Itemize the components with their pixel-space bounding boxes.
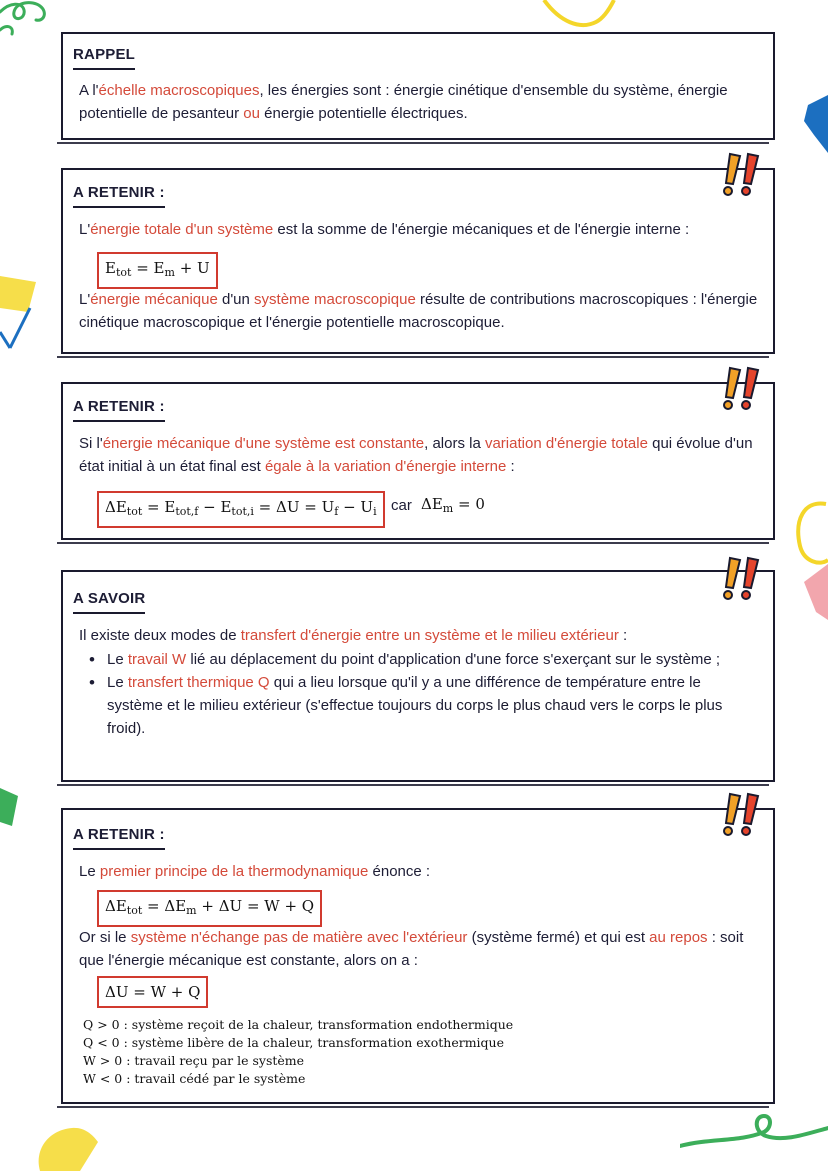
savoir-card	[61, 570, 775, 782]
text: L'	[79, 221, 91, 238]
yellow-shape-left-mid	[0, 272, 40, 352]
green-shape-left	[0, 782, 20, 832]
alert-double-exclamation-icon	[716, 366, 766, 412]
card-body	[79, 79, 749, 125]
text: Le	[107, 651, 128, 668]
card-paragraph-1	[79, 860, 759, 883]
alert-double-exclamation-icon	[716, 152, 766, 198]
text: Le	[79, 863, 100, 880]
rappel-card	[61, 32, 775, 140]
text: d'un	[217, 291, 255, 308]
highlight-text: énergie mécanique	[90, 291, 218, 308]
text: , alors la	[424, 435, 485, 452]
highlight-text: transfert thermique Q	[127, 674, 270, 691]
text: Il existe deux modes de	[79, 627, 241, 644]
text: L'	[79, 291, 91, 308]
text: Si l'	[79, 435, 103, 452]
energy-variation-formula: $\Delta E_{tot} = E_{tot,f} - E_{tot,i} = \Delta U = U_f - U_i$	[97, 491, 385, 528]
text: résulte de contributions macroscopiques : l'énergie cinétique macroscopique et l'énergie potentielle macroscopique.	[79, 291, 758, 331]
highlight-text: transfert d'énergie entre un système et le milieu extérieur	[240, 627, 619, 644]
transfer-list	[79, 648, 749, 740]
text: qui a lieu lorsque qu'il y a une différence de température entre le système et le milieu extérieur (s'effectue toujours du	[107, 674, 701, 714]
highlight-text: système n'échange pas de matière avec l'extérieur	[130, 929, 468, 946]
first-principle-formula: $\Delta E_{tot} = \Delta E_m + \Delta U = W + Q$	[97, 890, 322, 927]
yellow-pink-shape-right	[790, 500, 828, 620]
highlight-text: variation d'énergie totale	[484, 435, 648, 452]
card-intro	[79, 624, 759, 647]
yellow-shape-top	[540, 0, 620, 30]
text: qui évolue d'un état initial à un état final est	[79, 435, 753, 475]
text: lié au déplacement du point d'application d'une force s'exerçant sur le système ;	[186, 651, 721, 668]
green-squiggle-top-left	[0, 0, 60, 45]
retenir-card-2	[61, 382, 775, 540]
note-line: W > 0 : travail reçu par le système	[83, 1053, 305, 1068]
list-item	[79, 671, 749, 740]
sign-conventions	[83, 1016, 743, 1088]
highlight-text: premier principe de la thermodynamique	[99, 863, 369, 880]
card-heading: RAPPEL	[73, 46, 135, 67]
green-squiggle-bottom-right	[680, 1108, 828, 1158]
retenir-card-3	[61, 808, 775, 1104]
text: :	[618, 627, 628, 644]
yellow-shape-bottom-left	[20, 1120, 100, 1171]
highlight-text: échelle macroscopiques	[98, 82, 260, 99]
text: corps le plus chaud vers le corps le plus froid	[107, 697, 723, 737]
note-line: Q > 0 : système reçoit de la chaleur, transformation endothermique	[83, 1017, 514, 1032]
text: : soit que l'énergie mécanique est constante, alors on a :	[79, 929, 744, 969]
text: Le	[107, 674, 128, 691]
card-paragraph-1	[79, 218, 759, 241]
total-energy-formula: $E_{tot} = E_m + U$	[97, 252, 218, 289]
text: est la somme de l'énergie mécaniques et de l'énergie interne :	[273, 221, 690, 238]
text: énergie potentielle électriques.	[259, 105, 468, 122]
text: énonce :	[368, 863, 431, 880]
highlight-text: énergie totale d'un système	[90, 221, 274, 238]
text: Or si le	[79, 929, 131, 946]
retenir-card-1	[61, 168, 775, 354]
card-paragraph-2	[79, 926, 759, 972]
car-text: car	[391, 497, 412, 514]
text: ).	[136, 720, 146, 737]
card-heading: A RETENIR :	[73, 184, 165, 205]
note-line: W < 0 : travail cédé par le système	[83, 1071, 306, 1086]
card-heading: A RETENIR :	[73, 826, 165, 847]
text: A l'	[79, 82, 99, 99]
card-heading: A SAVOIR	[73, 590, 145, 611]
card-heading: A RETENIR :	[73, 398, 165, 419]
text: :	[506, 458, 515, 475]
alert-double-exclamation-icon	[716, 792, 766, 838]
card-paragraph	[79, 432, 759, 478]
highlight-text: énergie mécanique d'une système est constante	[102, 435, 425, 452]
highlight-text: système macroscopique	[254, 291, 416, 308]
text: (système fermé) et qui est	[467, 929, 650, 946]
highlight-text: travail W	[127, 651, 187, 668]
closed-system-formula: ΔU = W + Q	[97, 976, 208, 1008]
note-line: Q < 0 : système libère de la chaleur, transformation exothermique	[83, 1035, 504, 1050]
highlight-text: au repos	[649, 929, 708, 946]
highlight-text: égale à la variation d'énergie interne	[264, 458, 507, 475]
blue-shape-right-top	[800, 95, 828, 155]
highlight-text: ou	[243, 105, 260, 122]
mechanical-constant-condition: $\Delta E_m = 0$	[421, 495, 485, 515]
list-item	[79, 648, 749, 671]
card-paragraph-2	[79, 288, 769, 334]
alert-double-exclamation-icon	[716, 556, 766, 602]
text: , les énergies sont : énergie cinétique d'ensemble du système, énergie potentielle de pesanteur	[79, 82, 728, 122]
